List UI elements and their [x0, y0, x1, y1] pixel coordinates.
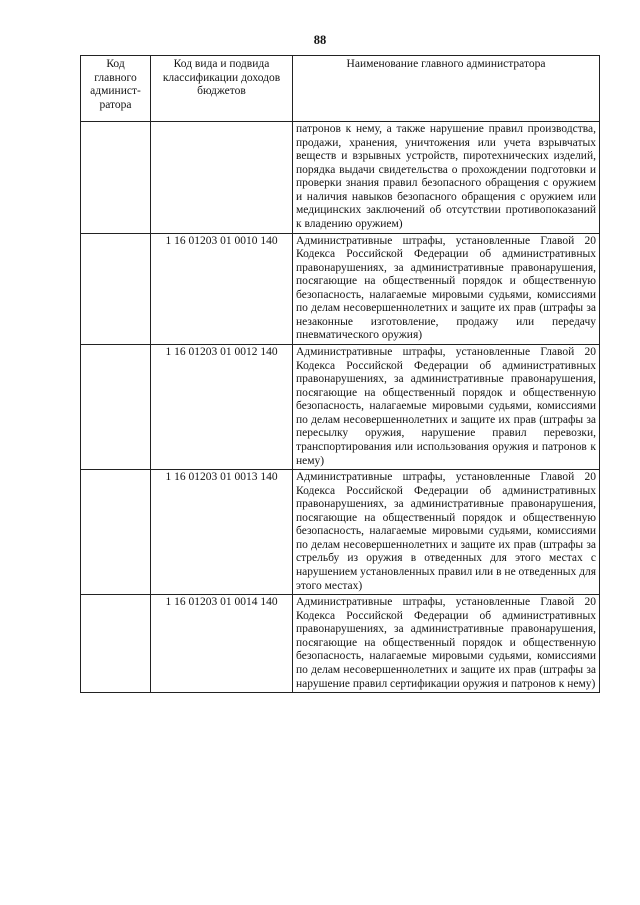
admin-code-cell [81, 595, 151, 693]
income-classification-table [80, 55, 600, 693]
admin-name-cell: Административные штрафы, установленные Главой 20 Кодекса Российской Федерации об административных правонарушениях, за административные правонарушения, посягающие на общественный порядок и общественную безопасность, налагаемые мировыми судьями, комиссиями по делам несовершеннолетних и защите их прав (штрафы за пересылку оружия, нарушение правил перевозки, транспортирования или использования оружия и патронов к нему) [293, 345, 600, 470]
income-code-cell: 1 16 01203 01 0014 140 [151, 595, 293, 693]
header-admin-name: Наименование главного администратора [293, 56, 600, 122]
income-code-cell: 1 16 01203 01 0013 140 [151, 470, 293, 595]
table-header-row [81, 56, 600, 122]
admin-name-cell: патронов к нему, а также нарушение правил производства, продажи, хранения, уничтожения или учета взрывчатых веществ и взрывных устройств, пиротехнических изделий, порядка выдачи свидетельства о прохождении подготовки и проверки знания правил безопасного обращения с оружием и наличия навыков безопасного обращения с оружием или медицинских заключений об отсутствии противопоказаний к владению оружием) [293, 122, 600, 234]
income-code-cell [151, 122, 293, 234]
table-row [81, 595, 600, 693]
income-code-cell: 1 16 01203 01 0010 140 [151, 233, 293, 345]
admin-name-cell: Административные штрафы, установленные Главой 20 Кодекса Российской Федерации об административных правонарушениях, за административные правонарушения, посягающие на общественный порядок и общественную безопасность, налагаемые мировыми судьями, комиссиями по делам несовершеннолетних и защите их прав (штрафы за стрельбу из оружия в отведенных для этого местах с нарушением установленных правил или в не отведенных для этого местах) [293, 470, 600, 595]
admin-code-cell [81, 233, 151, 345]
admin-code-cell [81, 470, 151, 595]
table-row [81, 122, 600, 234]
admin-code-cell [81, 345, 151, 470]
header-income-code: Код вида и подвида классификации доходов бюджетов [151, 56, 293, 122]
page-number: 88 [313, 33, 327, 47]
admin-name-cell: Административные штрафы, установленные Главой 20 Кодекса Российской Федерации об административных правонарушениях, за административные правонарушения, посягающие на общественный порядок и общественную безопасность, налагаемые мировыми судьями, комиссиями по делам несовершеннолетних и защите их прав (штрафы за нарушение правил сертификации оружия и патронов к нему) [293, 595, 600, 693]
table-row [81, 345, 600, 470]
table-row [81, 233, 600, 345]
income-code-cell: 1 16 01203 01 0012 140 [151, 345, 293, 470]
admin-name-cell: Административные штрафы, установленные Главой 20 Кодекса Российской Федерации об административных правонарушениях, за административные правонарушения, посягающие на общественный порядок и общественную безопасность, налагаемые мировыми судьями, комиссиями по делам несовершеннолетних и защите их прав (штрафы за незаконные изготовление, продажу или передачу пневматического оружия) [293, 233, 600, 345]
header-admin-code: Код главного админист-ратора [81, 56, 151, 122]
admin-code-cell [81, 122, 151, 234]
table-row [81, 470, 600, 595]
